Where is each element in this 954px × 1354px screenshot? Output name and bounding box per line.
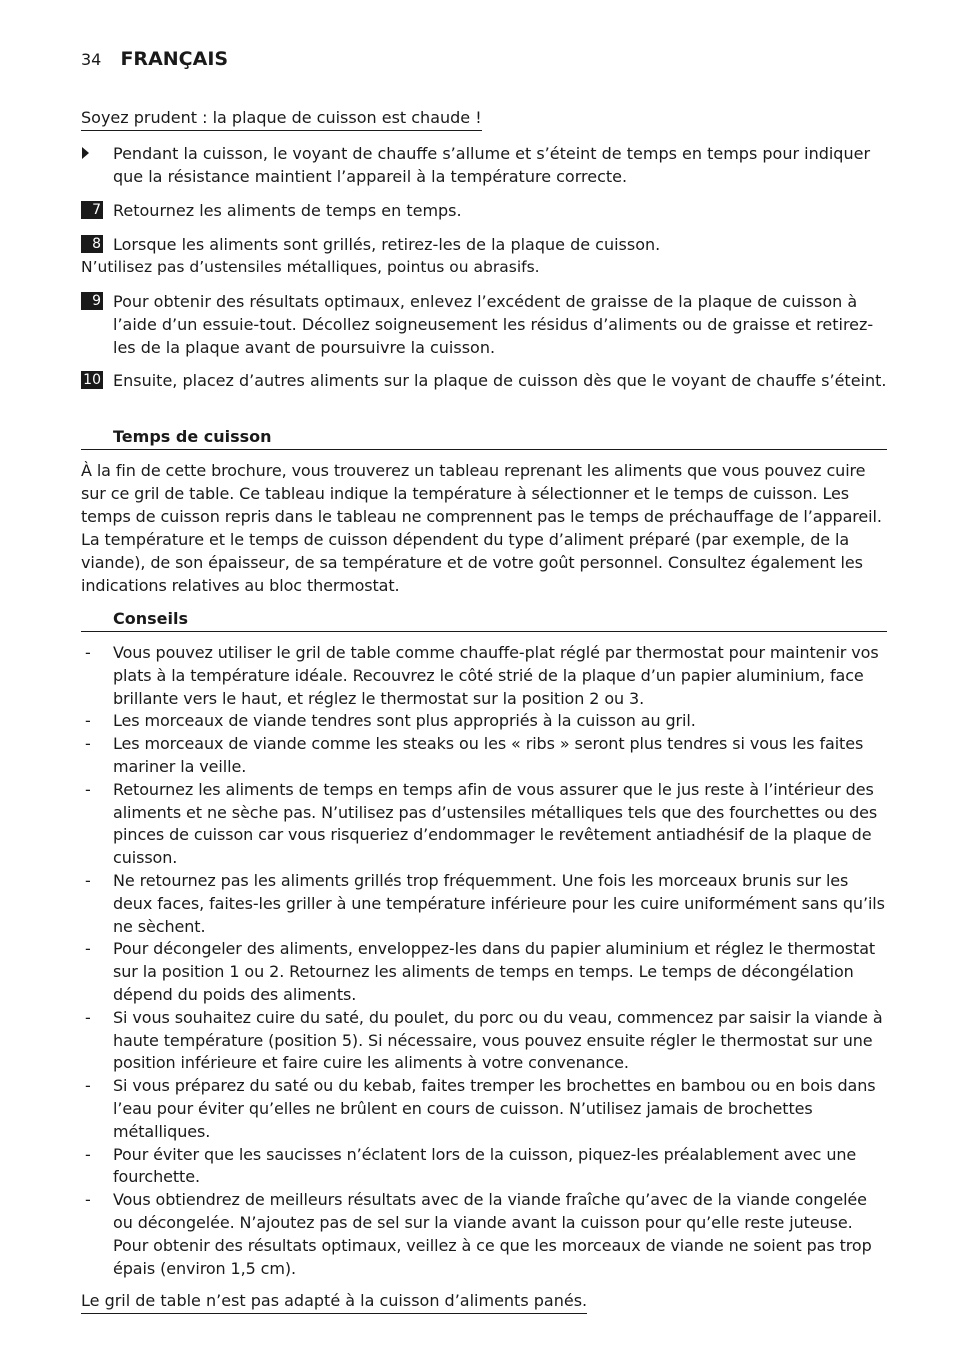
dash-bullet: - — [85, 1190, 91, 1210]
dash-bullet: - — [85, 1007, 91, 1027]
list-item: - Pour décongeler des aliments, enveloppez-les dans du papier aluminium et réglez le thermostat sur la position 1 ou 2. Retournez les aliments de temps en temps. Le temps de décongélation dépend du poids des aliments. — [85, 939, 876, 1004]
cooking-time-paragraph: À la fin de cette brochure, vous trouverez un tableau reprenant les aliments que vous pouvez cuire sur ce gril de table. Ce tableau indique la température à sélectionner et le temps de cuisson. Les temps de cuisson repris dans le tableau ne comprennent pas le temps de préchauffage de l’appareil. La température et le temps de cuisson dépendent du type d’aliment préparé (par exemple, de la viande), de son épaisseur, de sa température et de votre goût personnel. Consultez également les indications relatives au bloc thermostat. — [81, 461, 882, 595]
list-item: - Si vous préparez du saté ou du kebab, faites tremper les brochettes en bambou ou en bois dans l’eau pour éviter qu’elles ne brûlent en cours de cuisson. N’utilisez jamais de brochettes métalliques. — [85, 1076, 876, 1141]
step-8 — [81, 233, 887, 278]
step-number-badge: 9 — [81, 292, 103, 310]
dash-bullet: - — [85, 1144, 91, 1164]
dash-bullet: - — [85, 939, 91, 959]
dash-bullet: - — [85, 779, 91, 799]
list-item: - Retournez les aliments de temps en temps afin de vous assurer que le jus reste à l’intérieur des aliments et ne sèche pas. N’utilisez pas d’ustensiles métalliques tels que des fourchettes ou des pinces de cuisson car vous risqueriez d’endommager le revêtement antiadhésif de la plaque de cuisson. — [85, 779, 878, 868]
step-text: Pour obtenir des résultats optimaux, enlevez l’excédent de graisse de la plaque de cuisson à l’aide d’un essuie-tout. Décollez soigneusement les résidus d’aliments ou de graisse et retirez-les de la plaque avant de poursuivre la cuisson. — [113, 292, 874, 357]
list-item: - Les morceaux de viande tendres sont plus appropriés à la cuisson au gril. — [81, 710, 887, 733]
step-7 — [81, 199, 887, 222]
page-header — [81, 48, 228, 70]
step-text: Retournez les aliments de temps en temps. — [113, 201, 462, 220]
list-item: - Pour éviter que les saucisses n’éclatent lors de la cuisson, piquez-les préalablement avec une fourchette. — [85, 1144, 857, 1187]
language-heading: FRANÇAIS — [120, 48, 229, 70]
step-text: Ensuite, placez d’autres aliments sur la plaque de cuisson dès que le voyant de chauffe s’éteint. — [113, 371, 887, 390]
list-item: - Les morceaux de viande comme les steaks ou les « ribs » seront plus tendres si vous les faites mariner la veille. — [85, 734, 864, 776]
dash-bullet: - — [85, 643, 91, 662]
list-item: - Vous obtiendrez de meilleurs résultats avec de la viande fraîche qu’avec de la viande congelée ou décongelée. N’ajoutez pas de sel sur la viande avant la cuisson pour qu’elle reste juteuse. Pour obtenir des résultats optimaux, veillez à ce que les morceaux de viande ne soient pas trop épais (environ 1,5 cm). — [85, 1190, 872, 1278]
step-10 — [81, 369, 887, 392]
dash-bullet: - — [85, 711, 91, 731]
page-number: 34 — [81, 50, 102, 69]
step-number-badge: 8 — [81, 235, 103, 253]
step-8-note: N’utilisez pas d’ustensiles métalliques, pointus ou abrasifs. — [81, 258, 540, 276]
step-9 — [81, 290, 887, 359]
list-item: - Vous pouvez utiliser le gril de table comme chauffe-plat réglé par thermostat pour maintenir vos plats à la température idéale. Recouvrez le côté strié de la plaque d’un papier aluminium, face brillante vers le haut, et réglez le thermostat sur la position 2 ou 3. — [85, 643, 879, 708]
hot-plate-warning: Soyez prudent : la plaque de cuisson est chaude ! — [81, 107, 482, 131]
dash-bullet: - — [85, 1076, 91, 1096]
triangle-bullet-icon — [82, 147, 89, 159]
list-item: - Si vous souhaitez cuire du saté, du poulet, du porc ou du veau, commencez par saisir la viande à haute température (position 5). Si nécessaire, vous pouvez ensuite régler le thermostat sur une position inférieure et faire cuire les aliments à votre convenance. — [85, 1007, 883, 1073]
dash-bullet: - — [85, 734, 91, 754]
breaded-food-warning: Le gril de table n’est pas adapté à la cuisson d’aliments panés. — [81, 1290, 587, 1314]
heat-indicator-note — [81, 142, 887, 188]
list-item: - Ne retournez pas les aliments grillés trop fréquemment. Une fois les morceaux brunis sur les deux faces, faites-les griller à une température inférieure pour les cuire uniformément sans qu’ils ne sèchent. — [85, 870, 885, 936]
dash-bullet: - — [85, 870, 91, 890]
tips-list — [81, 642, 887, 1280]
step-number-badge: 10 — [81, 371, 103, 389]
section-title-tips: Conseils — [81, 608, 887, 632]
section-title-cooking-time: Temps de cuisson — [81, 426, 887, 450]
heat-indicator-text: Pendant la cuisson, le voyant de chauffe s’allume et s’éteint de temps en temps pour indiquer que la résistance maintient l’appareil à la température correcte. — [113, 144, 871, 186]
step-number-badge: 7 — [81, 201, 103, 219]
step-text: Lorsque les aliments sont grillés, retirez-les de la plaque de cuisson. — [113, 235, 661, 254]
